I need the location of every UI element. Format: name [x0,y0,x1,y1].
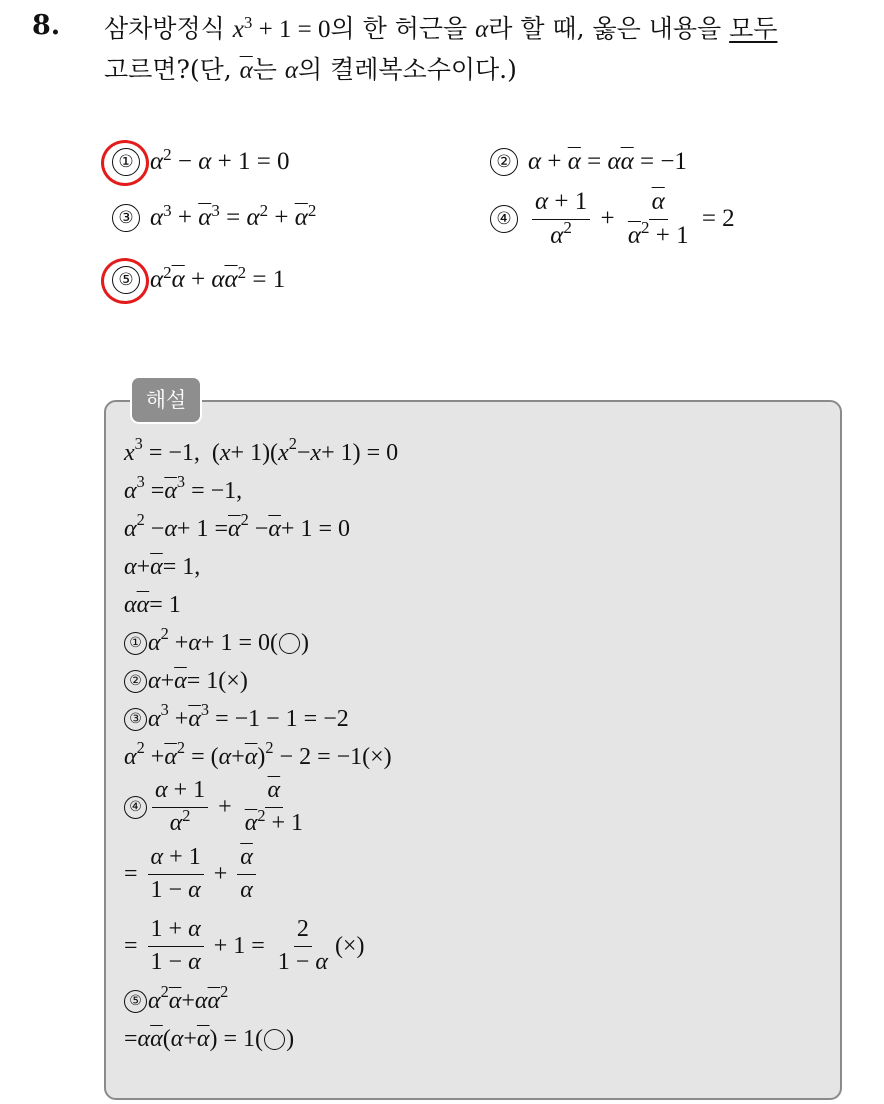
choice-number-5: ⑤ [112,266,140,294]
solution-line: α $\overline{\alpha}$ = 1 [124,591,181,618]
solution-label: 해설 [130,376,202,424]
choice-5[interactable] [112,262,286,294]
solution-line: ② α + $\overline{\alpha}$ = 1(×) [124,662,398,700]
solution-line: α + $\overline{\alpha}$ = 1, [124,553,201,580]
choice-2-expression: $\alpha + \overline{\alpha} = \alpha\overline{\alpha} = -1$ [528,148,687,175]
question-text [104,10,874,90]
emphasis-underline: 모두 [729,14,778,43]
choice-2[interactable] [490,148,687,176]
solution-line: α $^2$ − α + 1 = $\overline{\alpha}$ $^2$ − $\overline{\alpha}$ + 1 = 0 [124,510,350,542]
choice-1-expression: $\alpha^2 - \alpha + 1 = 0$ [150,144,290,175]
choice-5-expression: $\alpha^2\overline{\alpha} + \alpha\overline{\alpha}^2 = 1$ [150,262,286,293]
solution-line: ① α $^2$ + α + 1 = 0( ) [124,624,398,662]
choice-3-expression: $\alpha^3 + \overline{\alpha}^3 = \alpha^2 + \overline{\alpha}^2$ [150,200,317,231]
solution-line: α $^2$ + $\overline{\alpha}$ $^2$ = ( α + $\overline{\alpha}$ ) $^2$ − 2 = −1(×) [124,738,392,770]
solution-line: α $^3$ = $\overline{\alpha}$ $^3$ = −1, [124,472,243,504]
choice-4[interactable] [490,188,735,251]
solution-line: = $\frac{1 + \alpha}{1 - \alpha}$ + 1 = $\frac{2}{1 - \alpha}$ (×) [124,915,365,975]
choice-number-1: ① [112,148,140,176]
solution-line: ③ α $^3$ + $\overline{\alpha}$ $^3$ = −1 − 1 = −2 [124,700,398,738]
choice-number-4: ④ [490,205,518,233]
solution-line: = $\frac{\alpha + 1}{1 - \alpha}$ + $\frac{\overline{\alpha}}{\alpha}$ [124,838,398,910]
question-number: 8. [32,10,61,41]
solution-line: = α $\overline{\alpha}$ ( α + $\overline{\alpha}$ ) = 1( ) [124,1025,295,1052]
choice-1[interactable] [112,144,290,176]
question-line-2: 고르면?(단, $\overline{\alpha}$는 α의 켤레복소수이다.) [104,55,517,84]
choice-3[interactable] [112,200,317,232]
choice-4-expression: $\frac{\alpha + 1}{\alpha^2}$ + $\frac{\overline{\alpha}}{\overline{\alpha}^2 + 1}$ = 2 [528,188,735,251]
choice-number-3: ③ [112,204,140,232]
solution-content [124,434,398,1058]
solution-line: x $^3$ = −1, ( x + 1)( x $^2$ − x + 1) = 0 [124,434,399,466]
solution-line: ⑤ α $^2$ $\overline{\alpha}$ + α $\overline{\alpha}$ $^2$ [124,982,398,1020]
choice-number-2: ② [490,148,518,176]
question-line-1: 삼차방정식 $x^3 + 1 = 0$의 한 허근을 α라 할 때, 옳은 내용을 모두 [104,12,778,43]
solution-line: ④ $\frac{\alpha + 1}{\alpha^2}$ + $\frac{\overline{\alpha}}{\overline{\alpha}^2 + 1}$ [124,776,398,838]
